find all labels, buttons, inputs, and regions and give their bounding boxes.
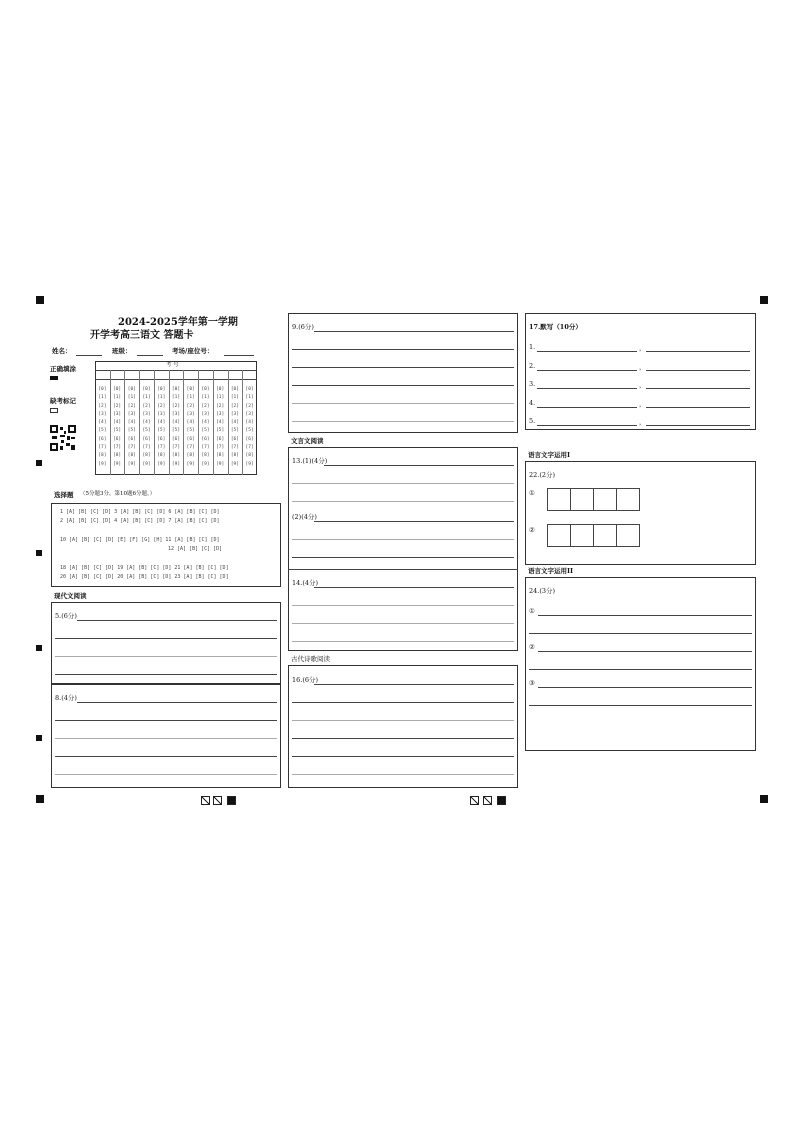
dictation-number: 2.	[529, 361, 536, 370]
answer-line[interactable]	[292, 421, 514, 422]
corner-marker-bottom-left	[36, 795, 44, 803]
q14-divider	[288, 569, 518, 570]
page-mark-slash	[483, 796, 492, 805]
dictation-line[interactable]	[537, 351, 637, 352]
dictation-line[interactable]	[646, 370, 750, 371]
digit-bubble[interactable]: [1]	[113, 395, 122, 401]
absent-mark-label: 缺考标记	[50, 397, 76, 405]
digit-bubble[interactable]: [2]	[245, 403, 254, 409]
class-field[interactable]	[137, 355, 163, 356]
choice-row[interactable]: 20 [A] [B] [C] [D] 20 [A] [B] [C] [D] 23 [A] [B] [C] [D]	[60, 574, 229, 580]
digit-bubble[interactable]: [4]	[230, 420, 239, 426]
digit-bubble[interactable]: [0]	[157, 387, 166, 392]
digit-bubble[interactable]: [6]	[245, 436, 254, 442]
digit-bubble[interactable]: [4]	[113, 420, 122, 426]
digit-bubble[interactable]: [7]	[113, 445, 122, 451]
q5-label: 5.(6分)	[55, 612, 77, 620]
digit-bubble[interactable]: [3]	[157, 411, 166, 417]
digit-bubble[interactable]: [1]	[171, 395, 181, 401]
exam-number-column[interactable]	[169, 386, 183, 469]
digit-bubble[interactable]: [6]	[142, 436, 151, 442]
section-classical-poetry: 古代诗歌阅读	[291, 655, 330, 663]
digit-bubble[interactable]: [9]	[157, 461, 166, 467]
digit-bubble[interactable]: [6]	[201, 436, 210, 442]
q22-label: 22.(2分)	[529, 471, 556, 479]
digit-bubble[interactable]: [4]	[245, 420, 254, 426]
digit-bubble[interactable]: [8]	[157, 453, 166, 459]
exam-number-column[interactable]	[199, 386, 213, 469]
digit-bubble[interactable]: [9]	[171, 461, 181, 467]
dictation-separator: ，	[639, 362, 646, 371]
page-mark-filled	[227, 796, 236, 805]
answer-line[interactable]	[55, 756, 277, 757]
digit-bubble[interactable]: [0]	[230, 387, 239, 392]
digit-bubble[interactable]: [3]	[98, 411, 107, 417]
dictation-number: 4.	[529, 398, 536, 407]
character-cell[interactable]	[593, 488, 617, 511]
q16-label: 16.(6分)	[292, 676, 319, 684]
digit-bubble[interactable]: [8]	[230, 453, 239, 459]
digit-bubble[interactable]: [2]	[230, 403, 239, 409]
q5-box	[51, 602, 281, 684]
q13-1-label: 13.(1)(4分)	[292, 457, 328, 465]
digit-bubble[interactable]: [9]	[216, 461, 225, 467]
sheet-title-line1: 2024-2025学年第一学期	[118, 317, 238, 328]
digit-bubble[interactable]: [9]	[113, 461, 122, 467]
q13-2-label: (2)(4分)	[292, 513, 317, 521]
digit-bubble[interactable]: [0]	[245, 387, 254, 392]
side-marker	[36, 550, 42, 556]
digit-bubble[interactable]: [5]	[230, 428, 239, 434]
character-cell[interactable]	[547, 524, 571, 547]
digit-bubble[interactable]: [6]	[186, 436, 195, 442]
digit-bubble[interactable]: [2]	[201, 403, 210, 409]
dictation-number: 1.	[529, 343, 536, 351]
answer-line[interactable]	[292, 557, 514, 558]
page-mark-slash	[201, 796, 210, 805]
section-classical-prose: 文言文阅读	[291, 437, 324, 445]
digit-bubble[interactable]: [3]	[171, 411, 181, 417]
dictation-separator: ，	[639, 399, 646, 408]
room-seat-label: 考场/座位号：	[172, 347, 214, 355]
answer-line[interactable]	[314, 587, 514, 588]
digit-bubble[interactable]: [5]	[127, 428, 136, 434]
digit-bubble[interactable]: [0]	[171, 387, 181, 392]
digit-bubble[interactable]: [4]	[127, 420, 136, 426]
digit-bubble[interactable]: [1]	[142, 395, 151, 401]
digit-bubble[interactable]: [5]	[245, 428, 254, 434]
choice-row[interactable]: 12 [A] [B] [C] [D]	[168, 546, 223, 552]
digit-bubble[interactable]: [1]	[201, 395, 210, 401]
answer-line[interactable]	[292, 349, 514, 350]
section-modern-reading: 现代文阅读	[54, 592, 87, 600]
digit-bubble[interactable]: [0]	[113, 387, 122, 392]
digit-bubble[interactable]: [2]	[186, 403, 195, 409]
digit-bubble[interactable]: [2]	[142, 403, 151, 409]
choice-row[interactable]: 1 [A] [B] [C] [D] 3 [A] [B] [C] [D] 6 [A] [B] [C] [D]	[60, 509, 220, 515]
digit-bubble[interactable]: [8]	[171, 453, 181, 459]
answer-line[interactable]	[292, 605, 514, 606]
digit-bubble[interactable]: [9]	[245, 461, 254, 467]
digit-bubble[interactable]: [4]	[216, 420, 225, 426]
digit-bubble[interactable]: [5]	[113, 428, 122, 434]
digit-bubble[interactable]: [9]	[98, 461, 107, 467]
answer-line[interactable]	[292, 367, 514, 368]
dictation-line[interactable]	[646, 351, 750, 352]
digit-bubble[interactable]: [6]	[98, 436, 107, 442]
answer-line[interactable]	[538, 651, 752, 652]
page-mark-slash	[470, 796, 479, 805]
section-language-use-1: 语言文字运用I	[528, 451, 571, 459]
dictation-separator: ，	[639, 381, 646, 389]
answer-line[interactable]	[292, 501, 514, 502]
q9-label: 9.(6分)	[292, 323, 314, 331]
digit-bubble[interactable]: [8]	[201, 453, 210, 459]
digit-bubble[interactable]: [3]	[245, 411, 254, 417]
dictation-line[interactable]	[537, 407, 637, 408]
answer-line[interactable]	[538, 687, 752, 688]
q8-box	[51, 684, 281, 788]
name-label: 姓名：	[52, 347, 72, 355]
q22-mark-1: ①	[529, 489, 535, 497]
answer-line[interactable]	[314, 684, 514, 685]
exam-number-column[interactable]	[213, 386, 227, 469]
answer-line[interactable]	[529, 633, 752, 634]
corner-marker-top-left	[36, 296, 44, 304]
dictation-line[interactable]	[537, 370, 637, 371]
choice-row[interactable]: 18 [A] [B] [C] [D] 19 [A] [B] [C] [D] 21 [A] [B] [C] [D]	[60, 565, 229, 571]
choice-row[interactable]: 2 [A] [B] [C] [D] 4 [A] [B] [C] [D] 7 [A] [B] [C] [D]	[60, 518, 220, 524]
q24-label: 24.(3分)	[529, 587, 556, 595]
digit-bubble[interactable]: [9]	[186, 461, 195, 467]
digit-bubble[interactable]: [2]	[113, 403, 122, 409]
answer-line[interactable]	[538, 615, 752, 616]
dictation-line[interactable]	[537, 388, 637, 389]
q8-label: 8.(4分)	[55, 694, 77, 702]
digit-bubble[interactable]: [2]	[98, 403, 107, 409]
class-label: 班级：	[112, 347, 132, 355]
digit-bubble[interactable]: [8]	[127, 453, 136, 459]
digit-bubble[interactable]: [1]	[186, 395, 195, 401]
digit-bubble[interactable]: [7]	[142, 445, 151, 451]
answer-line[interactable]	[529, 705, 752, 706]
digit-bubble[interactable]: [0]	[216, 387, 225, 392]
character-cell[interactable]	[547, 488, 571, 511]
digit-bubble[interactable]: [4]	[201, 420, 210, 426]
answer-line[interactable]	[292, 539, 514, 540]
grid-divider	[95, 370, 257, 371]
character-cell[interactable]	[570, 488, 594, 511]
page-mark-slash	[213, 796, 222, 805]
digit-bubble[interactable]: [7]	[245, 445, 254, 451]
digit-bubble[interactable]: [2]	[127, 403, 136, 409]
digit-bubble[interactable]: [5]	[186, 428, 195, 434]
answer-line[interactable]	[292, 702, 514, 703]
digit-bubble[interactable]: [5]	[157, 428, 166, 434]
qr-code-icon	[50, 425, 76, 451]
digit-bubble[interactable]: [5]	[201, 428, 210, 434]
dictation-line[interactable]	[537, 425, 637, 426]
answer-line[interactable]	[55, 720, 277, 721]
q24-mark-3: ③	[529, 679, 535, 687]
sheet-title-line2: 开学考高三语文 答题卡	[90, 330, 194, 341]
digit-bubble[interactable]: [5]	[98, 428, 107, 434]
corner-marker-top-right	[760, 296, 768, 304]
digit-bubble[interactable]: [4]	[142, 420, 151, 426]
dictation-line[interactable]	[646, 425, 750, 426]
exam-number-column[interactable]	[110, 386, 124, 469]
side-marker	[36, 645, 42, 651]
answer-line[interactable]	[55, 738, 277, 739]
digit-bubble[interactable]: [1]	[127, 395, 136, 401]
choice-note: （5分题3分，第10题6分题。）	[80, 491, 156, 497]
digit-bubble[interactable]: [2]	[157, 403, 166, 409]
q17-label: 17.默写（10分）	[529, 323, 582, 331]
choice-heading: 选择题	[54, 491, 74, 499]
answer-line[interactable]	[292, 641, 514, 642]
correct-fill-label: 正确填涂	[50, 365, 76, 373]
digit-bubble[interactable]: [3]	[113, 411, 122, 417]
digit-bubble[interactable]: [5]	[142, 428, 151, 434]
digit-bubble[interactable]: [9]	[230, 461, 239, 467]
exam-number-column[interactable]	[125, 386, 139, 469]
digit-bubble[interactable]: [8]	[113, 453, 122, 459]
digit-bubble[interactable]: [8]	[216, 453, 225, 459]
absent-mark-box[interactable]	[50, 408, 58, 413]
exam-number-column[interactable]	[243, 386, 257, 469]
answer-line[interactable]	[292, 483, 514, 484]
digit-bubble[interactable]: [4]	[98, 420, 107, 426]
answer-line[interactable]	[77, 620, 277, 621]
digit-bubble[interactable]: [8]	[245, 453, 254, 459]
digit-bubble[interactable]: [6]	[113, 436, 122, 442]
choice-row[interactable]: 10 [A] [B] [C] [D] [E] [F] [G] [H] 11 [A] [B] [C] [D]	[60, 537, 220, 543]
side-marker	[36, 735, 42, 741]
digit-bubble[interactable]: [7]	[230, 445, 239, 451]
answer-line[interactable]	[77, 702, 277, 703]
q14-label: 14.(4分)	[292, 579, 319, 587]
digit-bubble[interactable]: [5]	[216, 428, 225, 434]
digit-bubble[interactable]: [9]	[142, 461, 151, 467]
q22-box	[525, 461, 756, 565]
digit-bubble[interactable]: [8]	[98, 453, 107, 459]
digit-bubble[interactable]: [9]	[201, 461, 210, 467]
room-seat-field[interactable]	[224, 355, 254, 356]
exam-number-column[interactable]	[140, 386, 154, 469]
digit-bubble[interactable]: [6]	[127, 436, 136, 442]
correct-fill-sample	[50, 376, 58, 380]
digit-bubble[interactable]: [7]	[98, 445, 107, 451]
digit-bubble[interactable]: [7]	[216, 445, 225, 451]
answer-line[interactable]	[292, 756, 514, 757]
answer-line[interactable]	[292, 738, 514, 739]
answer-line[interactable]	[529, 669, 752, 670]
dictation-separator: ，	[639, 344, 646, 352]
digit-bubble[interactable]: [6]	[216, 436, 225, 442]
digit-bubble[interactable]: [6]	[230, 436, 239, 442]
grid-divider	[95, 379, 257, 380]
digit-bubble[interactable]: [0]	[186, 387, 195, 392]
dictation-number: 5.	[529, 417, 536, 425]
exam-number-column[interactable]	[184, 386, 198, 469]
section-language-use-2: 语言文字运用II	[528, 567, 574, 575]
digit-bubble[interactable]: [3]	[127, 411, 136, 417]
digit-bubble[interactable]: [0]	[98, 387, 107, 392]
digit-bubble[interactable]: [5]	[171, 428, 181, 434]
digit-bubble[interactable]: [2]	[216, 403, 225, 409]
character-cell[interactable]	[616, 524, 640, 547]
dictation-line[interactable]	[646, 407, 750, 408]
digit-bubble[interactable]: [6]	[171, 436, 181, 442]
digit-bubble[interactable]: [4]	[186, 420, 195, 426]
corner-marker-bottom-right	[760, 795, 768, 803]
answer-line[interactable]	[55, 674, 277, 675]
q24-mark-1: ①	[529, 607, 535, 615]
dictation-line[interactable]	[646, 388, 750, 389]
digit-bubble[interactable]: [1]	[157, 395, 166, 401]
digit-bubble[interactable]: [4]	[171, 420, 181, 426]
digit-bubble[interactable]: [1]	[230, 395, 239, 401]
exam-number-column[interactable]	[154, 386, 168, 469]
digit-bubble[interactable]: [3]	[216, 411, 225, 417]
exam-number-column[interactable]	[228, 386, 242, 469]
answer-line[interactable]	[55, 656, 277, 657]
side-marker	[36, 460, 42, 466]
answer-line[interactable]	[292, 623, 514, 624]
name-field[interactable]	[76, 355, 102, 356]
answer-line[interactable]	[314, 331, 514, 332]
digit-bubble[interactable]: [7]	[157, 445, 166, 451]
q13-box	[288, 447, 518, 651]
answer-line[interactable]	[292, 385, 514, 386]
answer-line[interactable]	[292, 720, 514, 721]
digit-bubble[interactable]: [7]	[171, 445, 181, 451]
q24-mark-2: ②	[529, 643, 535, 651]
answer-line[interactable]	[324, 465, 514, 466]
digit-bubble[interactable]: [8]	[186, 453, 195, 459]
digit-bubble[interactable]: [6]	[157, 436, 166, 442]
digit-bubble[interactable]: [3]	[230, 411, 239, 417]
digit-bubble[interactable]: [8]	[142, 453, 151, 459]
digit-bubble[interactable]: [3]	[201, 411, 210, 417]
digit-bubble[interactable]: [0]	[142, 387, 151, 392]
character-cell[interactable]	[570, 524, 594, 547]
digit-bubble[interactable]: [3]	[186, 411, 195, 417]
answer-line[interactable]	[292, 774, 514, 775]
digit-bubble[interactable]: [0]	[201, 387, 210, 392]
page-mark-filled	[497, 796, 506, 805]
answer-line[interactable]	[55, 638, 277, 639]
dictation-number: 3.	[529, 380, 536, 388]
digit-bubble[interactable]: [1]	[245, 395, 254, 401]
digit-bubble[interactable]: [9]	[127, 461, 136, 467]
digit-bubble[interactable]: [7]	[127, 445, 136, 451]
exam-number-column[interactable]	[96, 386, 110, 469]
digit-bubble[interactable]: [2]	[171, 403, 181, 409]
digit-bubble[interactable]: [0]	[127, 387, 136, 392]
answer-line[interactable]	[314, 521, 514, 522]
q24-box	[525, 577, 756, 751]
digit-bubble[interactable]: [4]	[157, 420, 166, 426]
character-cell[interactable]	[616, 488, 640, 511]
digit-bubble[interactable]: [7]	[201, 445, 210, 451]
digit-bubble[interactable]: [1]	[98, 395, 107, 401]
character-cell[interactable]	[593, 524, 617, 547]
answer-line[interactable]	[292, 403, 514, 404]
digit-bubble[interactable]: [7]	[186, 445, 195, 451]
dictation-separator: ，	[639, 418, 646, 426]
digit-bubble[interactable]: [1]	[216, 395, 225, 401]
q22-mark-2: ②	[529, 526, 535, 534]
exam-number-header: 考 号	[166, 362, 179, 368]
answer-line[interactable]	[55, 774, 277, 775]
digit-bubble[interactable]: [3]	[142, 411, 151, 417]
